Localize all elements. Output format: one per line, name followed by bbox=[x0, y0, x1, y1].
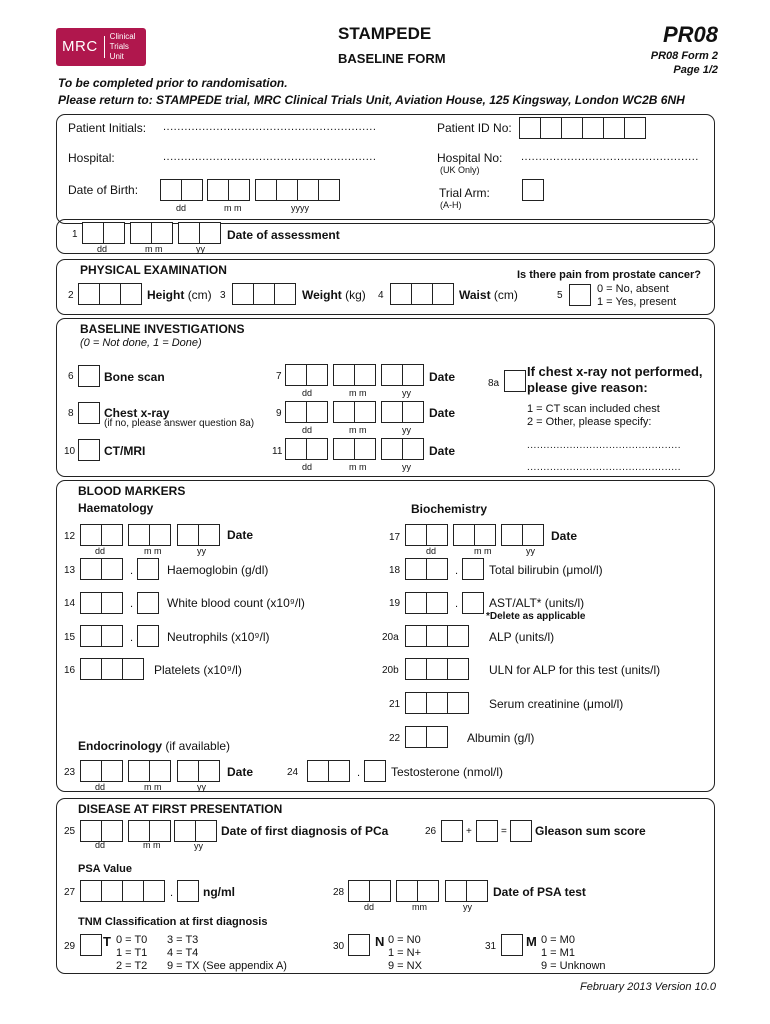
haem-date-label: Date bbox=[227, 528, 254, 542]
albumin-label: Albumin (g/l) bbox=[467, 731, 535, 745]
endo-date-label: Date bbox=[227, 765, 254, 779]
hospital-label: Hospital: bbox=[68, 151, 115, 165]
form-title: STAMPEDE bbox=[338, 24, 432, 43]
patient-id-label: Patient ID No: bbox=[437, 121, 512, 135]
alp-label: ALP (units/l) bbox=[489, 630, 555, 644]
height-label: Height (cm) bbox=[147, 288, 212, 302]
endo-date-month[interactable] bbox=[128, 760, 170, 782]
hospital-field[interactable]: ............................................................ bbox=[163, 151, 377, 163]
neutrophils-label: Neutrophils (x10⁹/l) bbox=[167, 630, 270, 644]
q15-decimal: . bbox=[130, 632, 134, 644]
chest-xray-date-day[interactable] bbox=[285, 401, 327, 423]
dob-dd-hint: dd bbox=[176, 203, 187, 213]
biochem-date-month[interactable] bbox=[453, 524, 495, 546]
q20b-number: 20b bbox=[382, 665, 399, 676]
waist-boxes[interactable] bbox=[390, 283, 453, 305]
wbc-int-boxes[interactable] bbox=[80, 592, 122, 614]
q12-dd-hint: dd bbox=[95, 546, 106, 556]
bilirubin-int-boxes[interactable] bbox=[405, 558, 447, 580]
diag-date-day[interactable] bbox=[80, 820, 122, 842]
haemoglobin-dec-box[interactable] bbox=[137, 558, 159, 580]
mrc-logo bbox=[56, 28, 146, 66]
psa-date-label: Date of PSA test bbox=[493, 885, 586, 899]
logo-ctu-text: Clinical Trials Unit bbox=[109, 32, 136, 61]
q21-number: 21 bbox=[389, 699, 401, 710]
q1-number: 1 bbox=[72, 229, 78, 240]
q25-mm-hint: m m bbox=[143, 840, 161, 850]
xray-other-line-2[interactable]: ............................................... bbox=[527, 462, 682, 473]
xray-other-line-1[interactable]: ............................................... bbox=[527, 440, 682, 451]
q17-dd-hint: dd bbox=[426, 546, 437, 556]
haematology-title: Haematology bbox=[78, 501, 154, 515]
q17-number: 17 bbox=[389, 532, 401, 543]
q4-number: 4 bbox=[378, 290, 384, 301]
dob-month-boxes[interactable] bbox=[207, 179, 249, 201]
q27-number: 27 bbox=[64, 887, 76, 898]
q7-number: 7 bbox=[276, 371, 282, 382]
q8a-number: 8a bbox=[488, 378, 500, 389]
q31-number: 31 bbox=[485, 941, 497, 952]
gleason-sum-box[interactable] bbox=[510, 820, 532, 842]
patient-initials-field[interactable]: ............................................................ bbox=[163, 121, 377, 133]
neutrophils-dec-box[interactable] bbox=[137, 625, 159, 647]
assessment-mm-hint: m m bbox=[145, 244, 163, 254]
q15-number: 15 bbox=[64, 632, 76, 643]
endocrinology-title: Endocrinology (if available) bbox=[78, 739, 231, 753]
q12-mm-hint: m m bbox=[144, 546, 162, 556]
q14-decimal: . bbox=[130, 598, 134, 610]
chest-xray-date-month[interactable] bbox=[333, 401, 375, 423]
page-number: Page 1/2 bbox=[673, 64, 718, 76]
q13-number: 13 bbox=[64, 565, 76, 576]
q23-dd-hint: dd bbox=[95, 782, 106, 792]
q26-number: 26 bbox=[425, 826, 437, 837]
q11-yy-hint: yy bbox=[402, 462, 411, 472]
haemoglobin-int-boxes[interactable] bbox=[80, 558, 122, 580]
neutrophils-int-boxes[interactable] bbox=[80, 625, 122, 647]
q24-decimal: . bbox=[357, 767, 361, 779]
q11-number: 11 bbox=[272, 446, 283, 457]
n-letter: N bbox=[375, 934, 385, 949]
dob-day-boxes[interactable] bbox=[160, 179, 202, 201]
footer-version: February 2013 Version 10.0 bbox=[580, 981, 716, 993]
q18-decimal: . bbox=[455, 565, 459, 577]
q14-number: 14 bbox=[64, 598, 76, 609]
pain-options: 0 = No, absent 1 = Yes, present bbox=[597, 283, 677, 308]
ast-label: AST/ALT* (units/l) bbox=[489, 596, 585, 610]
biochem-date-year[interactable] bbox=[501, 524, 543, 546]
instruction-1: To be completed prior to randomisation. bbox=[58, 76, 288, 90]
q29-number: 29 bbox=[64, 941, 76, 952]
bone-scan-date-year[interactable] bbox=[381, 364, 423, 386]
q9-yy-hint: yy bbox=[402, 425, 411, 435]
ctmri-date-day[interactable] bbox=[285, 438, 327, 460]
platelets-label: Platelets (x10⁹/l) bbox=[154, 663, 242, 677]
physical-exam-title: PHYSICAL EXAMINATION bbox=[80, 263, 227, 277]
disease-title: DISEASE AT FIRST PRESENTATION bbox=[78, 802, 283, 816]
m-stage-box[interactable] bbox=[501, 934, 523, 956]
q25-dd-hint: dd bbox=[95, 840, 106, 850]
q9-dd-hint: dd bbox=[302, 425, 313, 435]
endo-date-year[interactable] bbox=[177, 760, 219, 782]
bilirubin-dec-box[interactable] bbox=[462, 558, 484, 580]
baseline-legend: (0 = Not done, 1 = Done) bbox=[80, 337, 202, 349]
biochem-date-label: Date bbox=[551, 529, 578, 543]
q24-number: 24 bbox=[287, 767, 299, 778]
psa-date-day[interactable] bbox=[348, 880, 390, 902]
blood-markers-title: BLOOD MARKERS bbox=[78, 484, 186, 498]
q28-dd-hint: dd bbox=[364, 902, 375, 912]
tnm-title: TNM Classification at first diagnosis bbox=[78, 916, 268, 928]
endo-date-day[interactable] bbox=[80, 760, 122, 782]
q28-yy-hint: yy bbox=[463, 902, 472, 912]
q23-mm-hint: m m bbox=[144, 782, 162, 792]
height-boxes[interactable] bbox=[78, 283, 141, 305]
gleason-plus: + bbox=[466, 826, 472, 837]
ctmri-date-year[interactable] bbox=[381, 438, 423, 460]
uk-only-note: (UK Only) bbox=[440, 165, 480, 175]
testosterone-dec-box[interactable] bbox=[364, 760, 386, 782]
form-name: PR08 Form 2 bbox=[650, 50, 718, 62]
haem-date-day[interactable] bbox=[80, 524, 122, 546]
q28-mm-hint: mm bbox=[412, 902, 427, 912]
trial-arm-box[interactable] bbox=[522, 179, 544, 201]
xray-reason-question: If chest x-ray not performed, please give reason: bbox=[527, 364, 703, 395]
t-options-col1: 0 = T0 1 = T1 2 = T2 bbox=[116, 934, 148, 972]
dob-yyyy-hint: yyyy bbox=[291, 203, 309, 213]
pain-box[interactable] bbox=[569, 284, 591, 306]
gleason-b-box[interactable] bbox=[476, 820, 498, 842]
dob-mm-hint: m m bbox=[224, 203, 242, 213]
hospital-no-field[interactable]: .................................................. bbox=[521, 151, 699, 163]
testosterone-int-boxes[interactable] bbox=[307, 760, 349, 782]
n-options: 0 = N0 1 = N+ 9 = NX bbox=[388, 934, 422, 972]
q9-number: 9 bbox=[276, 408, 282, 419]
psa-int-boxes[interactable] bbox=[80, 880, 164, 902]
q20a-number: 20a bbox=[382, 632, 399, 643]
psa-unit: ng/ml bbox=[203, 885, 235, 899]
m-options: 0 = M0 1 = M1 9 = Unknown bbox=[541, 934, 606, 972]
creatinine-boxes[interactable] bbox=[405, 692, 468, 714]
patient-id-boxes[interactable] bbox=[519, 117, 645, 139]
patient-initials-label: Patient Initials: bbox=[68, 121, 147, 135]
biochemistry-title: Biochemistry bbox=[411, 502, 488, 516]
assessment-day-boxes[interactable] bbox=[82, 222, 124, 244]
weight-label: Weight (kg) bbox=[302, 288, 366, 302]
t-options-col2: 3 = T3 4 = T4 9 = TX (See appendix A) bbox=[167, 934, 287, 972]
q23-yy-hint: yy bbox=[197, 782, 206, 792]
chest-xray-note: (if no, please answer question 8a) bbox=[104, 418, 255, 429]
q25-number: 25 bbox=[64, 826, 76, 837]
q25-yy-hint: yy bbox=[194, 841, 203, 851]
q10-number: 10 bbox=[64, 446, 76, 457]
testosterone-label: Testosterone (nmol/l) bbox=[391, 765, 504, 779]
q30-number: 30 bbox=[333, 941, 345, 952]
psa-date-year[interactable] bbox=[445, 880, 487, 902]
q28-number: 28 bbox=[333, 887, 345, 898]
ctmri-date-month[interactable] bbox=[333, 438, 375, 460]
q8-number: 8 bbox=[68, 408, 74, 419]
q6-number: 6 bbox=[68, 371, 74, 382]
q17-mm-hint: m m bbox=[474, 546, 492, 556]
bone-scan-label: Bone scan bbox=[104, 370, 165, 384]
bone-scan-box[interactable] bbox=[78, 365, 100, 387]
ctmri-label: CT/MRI bbox=[104, 444, 146, 458]
t-stage-box[interactable] bbox=[80, 934, 102, 956]
platelets-boxes[interactable] bbox=[80, 658, 143, 680]
instruction-2: Please return to: STAMPEDE trial, MRC Clinical Trials Unit, Aviation House, 125 Kingsway, London WC2B 6NH bbox=[58, 93, 685, 107]
uln-label: ULN for ALP for this test (units/l) bbox=[489, 663, 661, 677]
q9-mm-hint: m m bbox=[349, 425, 367, 435]
biochem-date-day[interactable] bbox=[405, 524, 447, 546]
q11-mm-hint: m m bbox=[349, 462, 367, 472]
uln-boxes[interactable] bbox=[405, 658, 468, 680]
q12-yy-hint: yy bbox=[197, 546, 206, 556]
waist-label: Waist (cm) bbox=[459, 288, 518, 302]
trial-arm-range: (A-H) bbox=[440, 200, 462, 210]
pain-question: Is there pain from prostate cancer? bbox=[517, 269, 701, 281]
q7-dd-hint: dd bbox=[302, 388, 313, 398]
q3-number: 3 bbox=[220, 290, 226, 301]
xray-reason-options: 1 = CT scan included chest 2 = Other, please specify: bbox=[527, 403, 660, 428]
ctmri-date-label: Date bbox=[429, 444, 456, 458]
assessment-yy-hint: yy bbox=[196, 244, 205, 254]
diag-date-month[interactable] bbox=[128, 820, 170, 842]
dob-label: Date of Birth: bbox=[68, 183, 139, 197]
haem-date-year[interactable] bbox=[177, 524, 219, 546]
albumin-boxes[interactable] bbox=[405, 726, 447, 748]
alp-boxes[interactable] bbox=[405, 625, 468, 647]
q18-number: 18 bbox=[389, 565, 401, 576]
chest-xray-label: Chest x-ray bbox=[104, 406, 170, 420]
haem-date-month[interactable] bbox=[128, 524, 170, 546]
ctmri-box[interactable] bbox=[78, 439, 100, 461]
gleason-equals: = bbox=[501, 826, 507, 837]
q7-yy-hint: yy bbox=[402, 388, 411, 398]
n-stage-box[interactable] bbox=[348, 934, 370, 956]
q23-number: 23 bbox=[64, 767, 76, 778]
delete-note: *Delete as applicable bbox=[486, 611, 586, 622]
bone-scan-date-label: Date bbox=[429, 370, 456, 384]
weight-boxes[interactable] bbox=[232, 283, 295, 305]
psa-title: PSA Value bbox=[78, 863, 133, 875]
form-subtitle: BASELINE FORM bbox=[338, 51, 446, 66]
chest-xray-box[interactable] bbox=[78, 402, 100, 424]
wbc-label: White blood count (x10⁹/l) bbox=[167, 596, 305, 610]
ast-dec-box[interactable] bbox=[462, 592, 484, 614]
q12-number: 12 bbox=[64, 531, 76, 542]
q5-number: 5 bbox=[557, 290, 563, 301]
assessment-date-label: Date of assessment bbox=[227, 228, 340, 242]
t-letter: T bbox=[103, 934, 111, 949]
chest-xray-date-year[interactable] bbox=[381, 401, 423, 423]
assessment-year-boxes[interactable] bbox=[178, 222, 220, 244]
wbc-dec-box[interactable] bbox=[137, 592, 159, 614]
assessment-month-boxes[interactable] bbox=[130, 222, 172, 244]
q17-yy-hint: yy bbox=[526, 546, 535, 556]
haemoglobin-label: Haemoglobin (g/dl) bbox=[167, 563, 269, 577]
gleason-a-box[interactable] bbox=[441, 820, 463, 842]
q22-number: 22 bbox=[389, 733, 401, 744]
ast-int-boxes[interactable] bbox=[405, 592, 447, 614]
form-code: PR08 bbox=[662, 22, 718, 47]
q16-number: 16 bbox=[64, 665, 76, 676]
q19-number: 19 bbox=[389, 598, 401, 609]
q27-decimal: . bbox=[170, 887, 174, 899]
dob-year-boxes[interactable] bbox=[255, 179, 339, 201]
q19-decimal: . bbox=[455, 598, 459, 610]
bilirubin-label: Total bilirubin (μmol/l) bbox=[489, 563, 603, 577]
q2-number: 2 bbox=[68, 290, 74, 301]
chest-xray-date-label: Date bbox=[429, 406, 456, 420]
xray-reason-box[interactable] bbox=[504, 370, 526, 392]
bone-scan-date-day[interactable] bbox=[285, 364, 327, 386]
psa-date-month[interactable] bbox=[396, 880, 438, 902]
assessment-dd-hint: dd bbox=[97, 244, 108, 254]
diag-date-year[interactable] bbox=[174, 820, 216, 842]
trial-arm-label: Trial Arm: bbox=[439, 186, 490, 200]
hospital-no-label: Hospital No: bbox=[437, 151, 503, 165]
bone-scan-date-month[interactable] bbox=[333, 364, 375, 386]
q11-dd-hint: dd bbox=[302, 462, 313, 472]
gleason-label: Gleason sum score bbox=[535, 824, 646, 838]
creatinine-label: Serum creatinine (μmol/l) bbox=[489, 697, 624, 711]
psa-dec-box[interactable] bbox=[177, 880, 199, 902]
baseline-title: BASELINE INVESTIGATIONS bbox=[80, 322, 245, 336]
q7-mm-hint: m m bbox=[349, 388, 367, 398]
first-diagnosis-label: Date of first diagnosis of PCa bbox=[221, 824, 389, 838]
logo-mrc-text: MRC bbox=[56, 36, 105, 58]
q13-decimal: . bbox=[130, 565, 134, 577]
m-letter: M bbox=[526, 934, 537, 949]
